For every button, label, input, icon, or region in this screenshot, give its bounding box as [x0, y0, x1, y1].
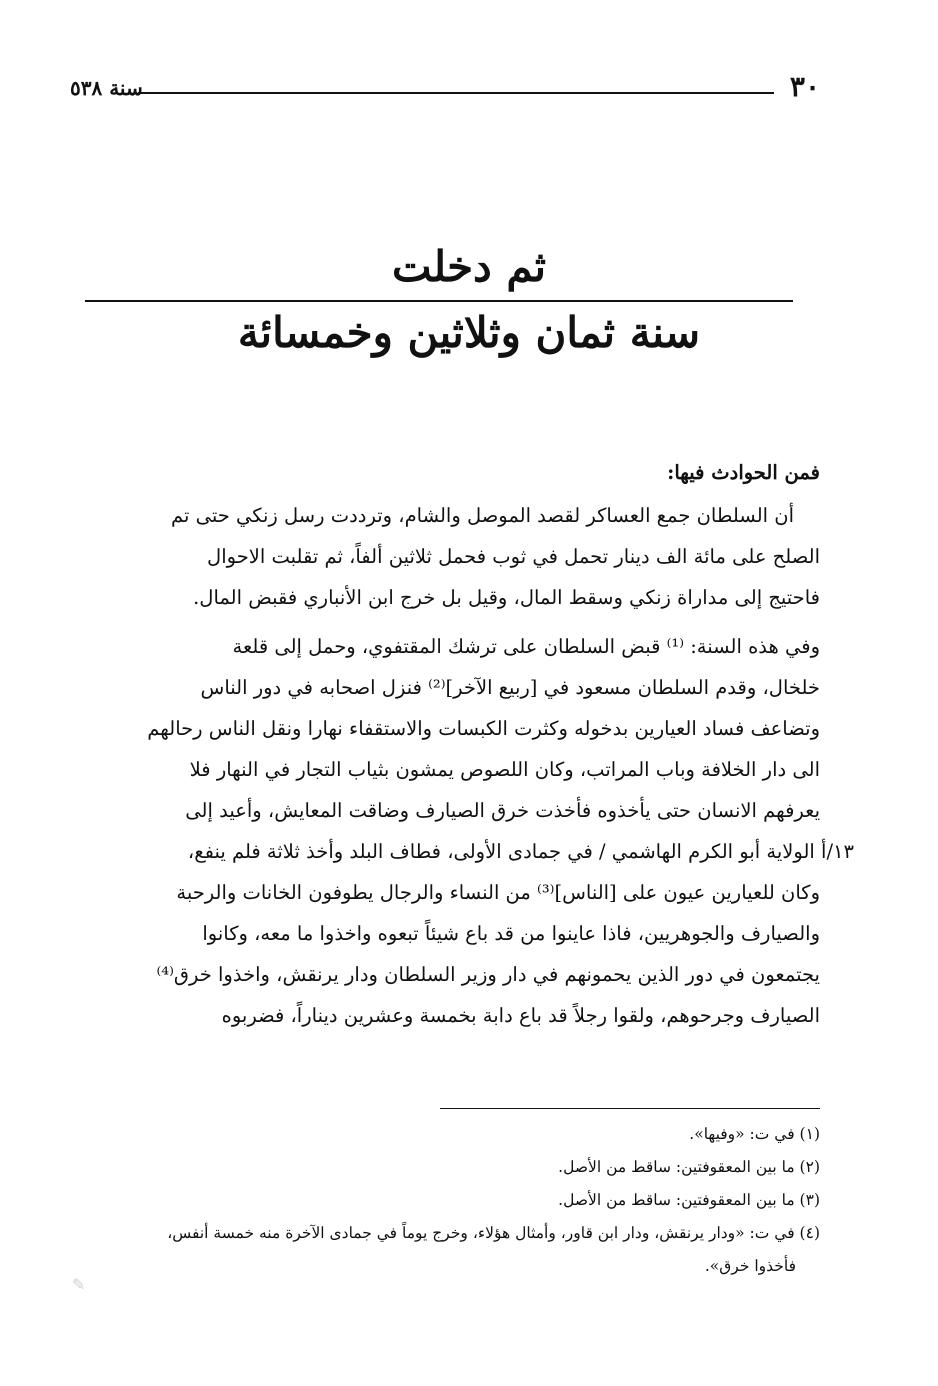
section-heading: فمن الحوادث فيها: [667, 461, 820, 484]
title-rule [85, 300, 793, 302]
text-line: يجتمعون في دور الذين يحمونهم في دار وزير السلطان ودار يرنقش، واخذوا خرق⁽⁴⁾ [156, 963, 820, 986]
footnote: (٣) ما بين المعقوفتين: ساقط من الأصل. [558, 1191, 820, 1209]
text-line: أن السلطان جمع العساكر لقصد الموصل والشام، وترددت رسل زنكي حتى تم [170, 504, 794, 527]
running-header [70, 70, 820, 106]
text-line-with-margin-folio: ١٣/أ الولاية أبو الكرم الهاشمي / في جمادى الأولى، فطاف البلد وأخذ ثلاثة فلم ينفع، [187, 840, 854, 863]
text-line: الى دار الخلافة وباب المراتب، وكان اللصوص يمشون بثياب التجار في النهار فلا [189, 758, 820, 781]
footnote-separator [440, 1108, 820, 1109]
text-line: وتضاعف فساد العيارين بدخوله وكثرت الكبسات والاستقفاء نهارا ونقل الناس رحالهم [147, 717, 820, 740]
text-line: فاحتيج إلى مداراة زنكي وسقط المال، وقيل بل خرج ابن الأنباري فقبض المال. [193, 586, 820, 609]
footnote: (١) في ت: «وفيها». [689, 1125, 820, 1143]
footnotes [70, 1118, 820, 1283]
chapter-title-line1: ثم دخلت [391, 242, 547, 291]
text-line: الصيارف وجرحوهم، ولقوا رجلاً قد باع دابة بخمسة وعشرين ديناراً، فضربوه [221, 1004, 820, 1027]
text-line: الصلح على مائة الف دينار تحمل في ثوب فحمل ثلاثين ألفاً، ثم تقلبت الاحوال [207, 545, 820, 568]
chapter-title-line2: سنة ثمان وثلاثين وخمسائة [237, 308, 701, 357]
text-line: خلخال، وقدم السلطان مسعود في [ربيع الآخر]⁽²⁾ فنزل اصحابه في دور الناس [200, 676, 820, 699]
page-number: ٣٠ [789, 70, 820, 103]
running-year-label: سنة ٥٣٨ [70, 76, 143, 100]
footnote: (٢) ما بين المعقوفتين: ساقط من الأصل. [558, 1158, 820, 1176]
scan-smudge-mark: ✎ [72, 1275, 86, 1294]
text-line: وكان للعيارين عيون على [الناس]⁽³⁾ من النساء والرجال يطوفون الخانات والرحبة [176, 881, 820, 904]
header-rule [138, 92, 774, 94]
footnote: (٤) في ت: «ودار يرنقش، ودار ابن قاور، وأمثال هؤلاء، وخرج يوماً في جمادى الآخرة منه خمسة أنفس، [167, 1224, 820, 1242]
text-line: وفي هذه السنة: ⁽¹⁾ قبض السلطان على ترشك المقتفوي، وحمل إلى قلعة [232, 635, 820, 658]
footnote-continuation: فأخذوا خرق». [704, 1257, 796, 1275]
text-line: والصيارف والجوهريين، فاذا عاينوا من قد باع شيئاً تبعوه واخذوا ما معه، وكانوا [202, 922, 820, 945]
body-text [70, 452, 854, 1036]
text-line: يعرفهم الانسان حتى يأخذوه فأخذت خرق الصيارف وضاقت المعايش، وأعيد إلى [185, 799, 820, 822]
